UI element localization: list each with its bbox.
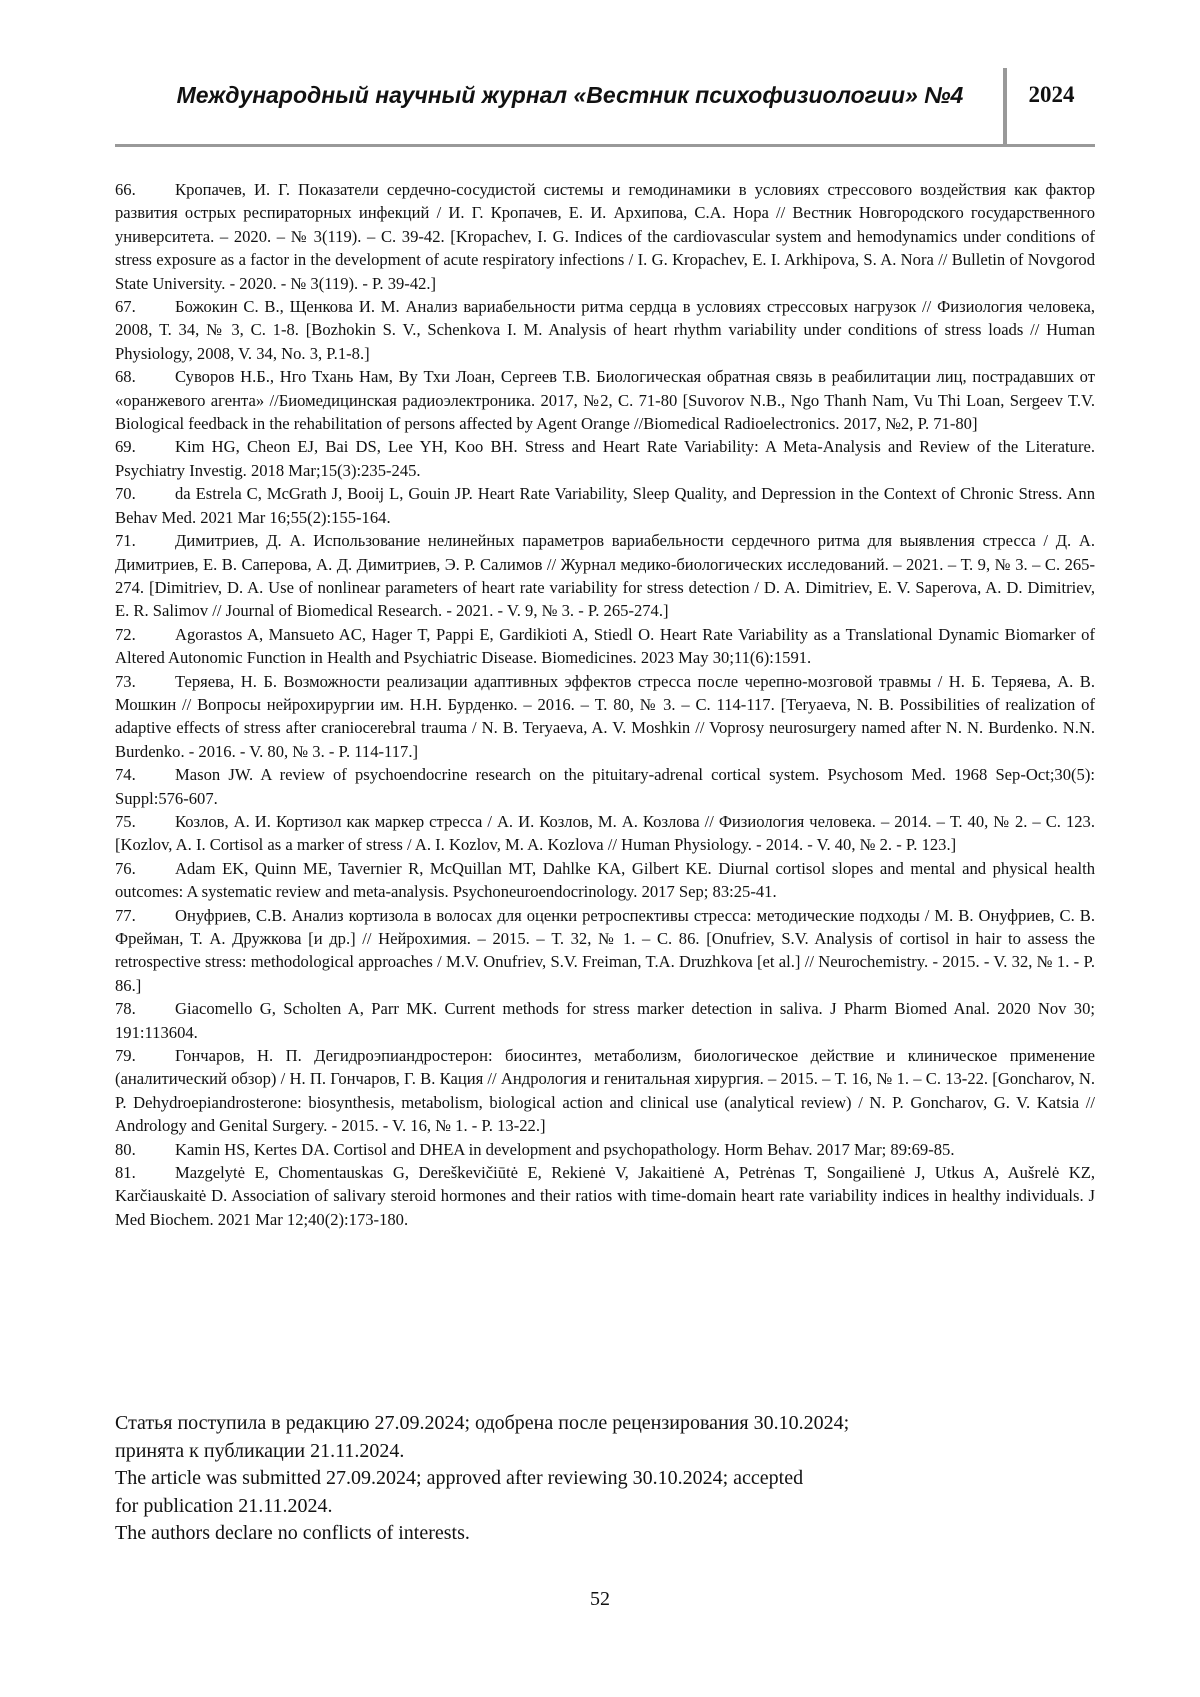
reference-number: 78. — [115, 999, 136, 1019]
reference-item — [115, 763, 1095, 810]
reference-number: 69. — [115, 437, 136, 457]
reference-text: Kim HG, Cheon EJ, Bai DS, Lee YH, Koo BH. Stress and Heart Rate Variability: A Meta-Analysis and Review of the Literature. Psychiatry Investig. 2018 Mar;15(3):235-245. — [115, 437, 1095, 480]
reference-item — [115, 904, 1095, 998]
reference-number: 81. — [115, 1163, 136, 1183]
reference-number: 74. — [115, 765, 136, 785]
reference-text: Суворов Н.Б., Нго Тхань Нам, Ву Тхи Лоан, Сергеев Т.В. Биологическая обратная связь в реабилитации лиц, пострадавших от «оранжевого агента» //Биомедицинская радиоэлектроника. 2017, №2, С. 71-80 [Suvorov N.B., Ngo Thanh Nam, Vu Thi Loan, Sergeev T.V. Biological feedback in the rehabilitation of persons affected by Agent Orange //Biomedical Radioelectronics. 2017, №2, P. 71-80] — [115, 367, 1095, 434]
reference-text: Димитриев, Д. А. Использование нелинейных параметров вариабельности сердечного ритма для выявления стресса / Д. А. Димитриев, Е. В. Саперова, А. Д. Димитриев, Э. Р. Салимов // Журнал медико-биологических исследований. – 2021. – Т. 9, № 3. – С. 265-274. [Dimitriev, D. A. Use of nonlinear parameters of heart rate variability for stress detection / D. A. Dimitriev, E. V. Saperova, A. D. Dimitriev, E. R. Salimov // Journal of Biomedical Research. - 2021. - V. 9, № 3. - P. 265-274.] — [115, 531, 1095, 621]
header-vertical-divider — [1003, 68, 1007, 144]
submission-dates-en: The article was submitted 27.09.2024; approved after reviewing 30.10.2024; accepted — [115, 1467, 804, 1489]
reference-number: 75. — [115, 811, 136, 831]
article-footer — [115, 1410, 1095, 1548]
reference-item — [115, 670, 1095, 764]
issue-year: 2024 — [1028, 82, 1075, 107]
reference-number: 70. — [115, 484, 136, 504]
acceptance-date-ru: принята к публикации 21.11.2024. — [115, 1439, 405, 1462]
reference-text: da Estrela C, McGrath J, Booij L, Gouin JP. Heart Rate Variability, Sleep Quality, and Depression in the Context of Chronic Stress. Ann Behav Med. 2021 Mar 16;55(2):155-164. — [115, 484, 1095, 527]
submission-dates-ru: Статья поступила в редакцию 27.09.2024; одобрена после рецензирования 30.10.2024; — [115, 1412, 850, 1434]
reference-item — [115, 857, 1095, 904]
reference-text: Adam EK, Quinn ME, Tavernier R, McQuillan MT, Dahlke KA, Gilbert KE. Diurnal cortisol slopes and mental and physical health outcomes: A systematic review and meta-analysis. Psychoneuroendocrinology. 2017 Sep; 83:25-41. — [115, 858, 1095, 902]
reference-number: 67. — [115, 297, 136, 317]
reference-list — [115, 178, 1095, 1231]
reference-item — [115, 810, 1095, 857]
reference-item — [115, 997, 1095, 1044]
reference-text: Теряева, Н. Б. Возможности реализации адаптивных эффектов стресса после черепно-мозговой травмы / Н. Б. Теряева, А. В. Мошкин // Вопросы нейрохирургии им. Н.Н. Бурденко. – 2016. – Т. 80, № 3. – С. 114-117. [Teryaeva, N. B. Possibilities of realization of adaptive effects of stress after craniocerebral trauma / N. B. Teryaeva, A. V. Moshkin // Voprosy neurosurgery named after N. N. Burdenko. N.N. Burdenko. - 2016. - V. 80, № 3. - P. 114-117.] — [115, 671, 1095, 761]
conflicts-statement: The authors declare no conflicts of interests. — [115, 1522, 470, 1544]
reference-text: Mazgelytė E, Chomentauskas G, Dereškevičiūtė E, Rekienė V, Jakaitienė A, Petrėnas T, Songailienė J, Utkus A, Aušrelė KZ, Karčiauskaitė D. Association of salivary steroid hormones and their ratios with time-domain heart rate variability indices in healthy individuals. J Med Biochem. 2021 Mar 12;40(2):173-180. — [115, 1163, 1095, 1229]
reference-item — [115, 178, 1095, 295]
reference-text: Agorastos A, Mansueto AC, Hager T, Pappi E, Gardikioti A, Stiedl O. Heart Rate Variability as a Translational Dynamic Biomarker of Altered Autonomic Function in Health and Psychiatric Disease. Biomedicines. 2023 May 30;11(6):1591. — [115, 624, 1095, 668]
reference-text: Онуфриев, С.В. Анализ кортизола в волосах для оценки ретроспективы стресса: методические подходы / М. В. Онуфриев, С. В. Фрейман, Т. А. Дружкова [и др.] // Нейрохимия. – 2015. – Т. 32, № 1. – С. 86. [Onufriev, S.V. Analysis of cortisol in hair to assess the retrospective stress: methodological approaches / M.V. Onufriev, S.V. Freiman, T.A. Druzhkova [et al.] // Neurochemistry. - 2015. - V. 32, № 1. - P. 86.] — [115, 905, 1095, 995]
page-number: 52 — [590, 1588, 610, 1610]
reference-item — [115, 365, 1095, 435]
reference-number: 72. — [115, 624, 136, 644]
reference-number: 68. — [115, 367, 136, 387]
page-header — [115, 68, 1095, 146]
reference-text: Giacomello G, Scholten A, Parr MK. Current methods for stress marker detection in saliva. J Pharm Biomed Anal. 2020 Nov 30; 191:113604. — [115, 999, 1095, 1042]
journal-title: Международный научный журнал «Вестник психофизиологии» №4 — [176, 82, 964, 108]
reference-item — [115, 482, 1095, 529]
reference-item — [115, 623, 1095, 670]
reference-item — [115, 435, 1095, 482]
reference-item — [115, 529, 1095, 623]
reference-number: 71. — [115, 531, 136, 551]
reference-text: Гончаров, Н. П. Дегидроэпиандростерон: биосинтез, метаболизм, биологическое действие и клиническое применение (аналитический обзор) / Н. П. Гончаров, Г. В. Кация // Андрология и генитальная хирургия. – 2015. – Т. 16, № 1. – С. 13-22. [Goncharov, N. P. Dehydroepiandrosterone: biosynthesis, metabolism, biological action and clinical use (analytical review) / N. P. Goncharov, G. V. Katsia // Andrology and Genital Surgery. - 2015. - V. 16, № 1. - P. 13-22.] — [115, 1046, 1095, 1136]
reference-text: Kamin HS, Kertes DA. Cortisol and DHEA in development and psychopathology. Horm Behav. 2017 Mar; 89:69-85. — [175, 1139, 955, 1159]
reference-text: Божокин С. В., Щенкова И. М. Анализ вариабельности ритма сердца в условиях стрессовых нагрузок // Физиология человека, 2008, Т. 34, № 3, С. 1-8. [Bozhokin S. V., Schenkova I. M. Analysis of heart rhythm variability under conditions of stress loads // Human Physiology, 2008, V. 34, No. 3, P.1-8.] — [115, 297, 1095, 363]
reference-number: 73. — [115, 671, 136, 691]
reference-number: 80. — [115, 1139, 136, 1159]
reference-number: 66. — [115, 180, 136, 199]
reference-item — [115, 1138, 1095, 1161]
acceptance-date-en: for publication 21.11.2024. — [115, 1494, 333, 1517]
reference-item — [115, 1044, 1095, 1138]
reference-number: 76. — [115, 858, 136, 878]
reference-text: Mason JW. A review of psychoendocrine research on the pituitary-adrenal cortical system. Psychosom Med. 1968 Sep-Oct;30(5): Suppl:576-607. — [115, 765, 1095, 808]
header-horizontal-divider — [115, 144, 1095, 147]
reference-text: Кропачев, И. Г. Показатели сердечно-сосудистой системы и гемодинамики в условиях стрессового воздействия как фактор развития острых респираторных инфекций / И. Г. Кропачев, Е. И. Архипова, С.А. Нора // Вестник Новгородского государственного университета. – 2020. – № 3(119). – С. 39-42. [Kropachev, I. G. Indices of the cardiovascular system and hemodynamics under conditions of stress exposure as a factor in the development of acute respiratory infections / I. G. Kropachev, E. I. Arkhipova, S. A. Nora // Bulletin of Novgorod State University. - 2020. - № 3(119). - P. 39-42.] — [115, 180, 1095, 293]
reference-item — [115, 295, 1095, 365]
reference-item — [115, 1161, 1095, 1231]
reference-number: 79. — [115, 1046, 136, 1066]
reference-text: Козлов, А. И. Кортизол как маркер стресса / А. И. Козлов, М. А. Козлова // Физиология человека. – 2014. – Т. 40, № 2. – С. 123. [Kozlov, A. I. Cortisol as a marker of stress / A. I. Kozlov, M. A. Kozlova // Human Physiology. - 2014. - V. 40, № 2. - P. 123.] — [115, 811, 1095, 855]
reference-number: 77. — [115, 905, 136, 925]
